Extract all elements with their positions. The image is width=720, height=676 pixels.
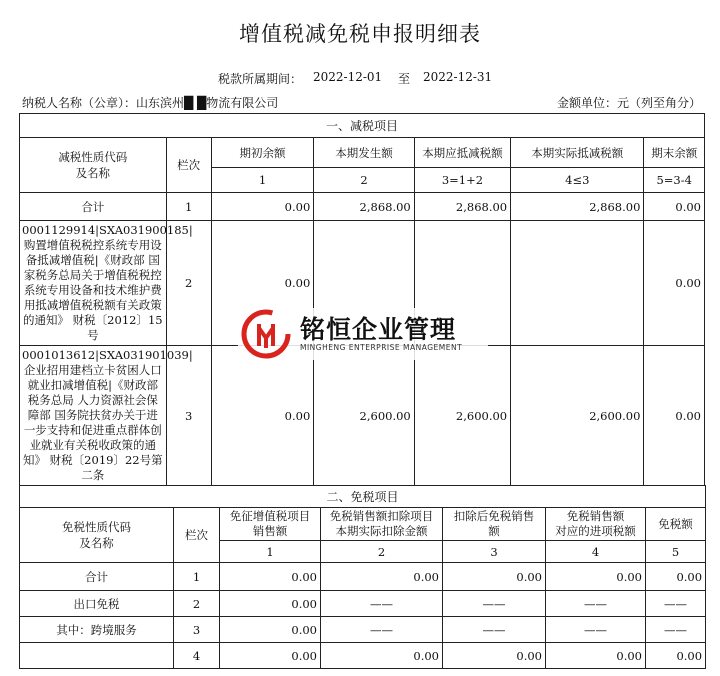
exemption-v1: 0.00	[220, 643, 321, 669]
reduction-header-code: 减税性质代码 及名称	[20, 138, 167, 193]
exemption-v4: 0.00	[546, 643, 646, 669]
watermark	[238, 308, 488, 360]
exemption-v1: 0.00	[220, 591, 321, 617]
reduction-actual: 2,600.00	[511, 346, 644, 486]
exemption-header-deduct: 免税销售额扣除项目 本期实际扣除金额	[321, 508, 443, 541]
exemption-v3: ——	[443, 591, 546, 617]
watermark-text: 铭恒企业管理	[300, 315, 457, 344]
reduction-header-closing: 期末余额	[644, 138, 705, 168]
exemption-v5: ——	[646, 617, 706, 643]
reduction-col-number: 1	[211, 168, 314, 193]
exemption-v4: ——	[546, 591, 646, 617]
reduction-current: 2,868.00	[314, 193, 414, 221]
exemption-header-sales: 免征增值税项目 销售额	[220, 508, 321, 541]
exemption-v5: ——	[646, 591, 706, 617]
reduction-col-number: 3=1+2	[414, 168, 510, 193]
reduction-closing: 0.00	[644, 346, 705, 486]
amount-unit: 金额单位：元（列至角分）	[557, 96, 702, 110]
reduction-section-title: 一、减税项目	[20, 114, 705, 138]
reduction-header-actual: 本期实际抵减税额	[511, 138, 644, 168]
reduction-should: 2,868.00	[414, 193, 510, 221]
watermark-logo-icon	[238, 308, 296, 360]
reduction-opening: 0.00	[211, 193, 314, 221]
exemption-v2: ——	[321, 617, 443, 643]
reduction-col-number: 2	[314, 168, 414, 193]
reduction-header-current: 本期发生额	[314, 138, 414, 168]
exemption-col-number: 3	[443, 541, 546, 563]
exemption-v2: 0.00	[321, 563, 443, 591]
reduction-closing: 0.00	[644, 193, 705, 221]
reduction-row-no: 2	[166, 221, 211, 346]
exemption-row-name: 出口免税	[20, 591, 174, 617]
taxpayer-name: 山东滨州█ █物流有限公司	[136, 96, 279, 110]
reduction-opening: 0.00	[211, 346, 314, 486]
exemption-header-code: 免税性质代码 及名称	[20, 508, 174, 563]
exemption-row-no: 1	[174, 563, 220, 591]
reduction-table	[19, 113, 705, 486]
exemption-table	[19, 485, 706, 669]
reduction-row-name: 0001129914|SXA031900185|购置增值税税控系统专用设备抵减增值税|《财政部 国家税务总局关于增值税税控系统专用设备和技术维护费用抵减增值税税额有关政策的通知》 财税〔2012〕15号	[20, 221, 167, 346]
exemption-v4: ——	[546, 617, 646, 643]
reduction-row-name: 0001013612|SXA031901039|企业招用建档立卡贫困人口就业扣减增值税|《财政部 税务总局 人力资源社会保障部 国务院扶贫办关于进一步支持和促进重点群体创业就业有关税收政策的通知》 财税〔2019〕22号第二条	[20, 346, 167, 486]
exemption-v2: 0.00	[321, 643, 443, 669]
reduction-actual	[511, 221, 644, 346]
exemption-row-no: 2	[174, 591, 220, 617]
exemption-v2: ——	[321, 591, 443, 617]
exemption-v1: 0.00	[220, 617, 321, 643]
reduction-col-number: 5=3-4	[644, 168, 705, 193]
exemption-header-row-no: 栏次	[174, 508, 220, 563]
exemption-col-number: 4	[546, 541, 646, 563]
exemption-v1: 0.00	[220, 563, 321, 591]
period-label: 税款所属期间：	[218, 72, 303, 86]
exemption-row-name: 其中：跨境服务	[20, 617, 174, 643]
reduction-row-no: 1	[166, 193, 211, 221]
exemption-col-number: 5	[646, 541, 706, 563]
exemption-v5: 0.00	[646, 643, 706, 669]
reduction-header-row-no: 栏次	[166, 138, 211, 193]
exemption-col-number: 2	[321, 541, 443, 563]
exemption-row-name: 合计	[20, 563, 174, 591]
exemption-row-name	[20, 643, 174, 669]
exemption-section-title: 二、免税项目	[20, 486, 706, 508]
exemption-header-after: 扣除后免税销售 额	[443, 508, 546, 541]
reduction-actual: 2,868.00	[511, 193, 644, 221]
reduction-should: 2,600.00	[414, 346, 510, 486]
reduction-header-should: 本期应抵减税额	[414, 138, 510, 168]
reduction-header-opening: 期初余额	[211, 138, 314, 168]
reduction-row-no: 3	[166, 346, 211, 486]
exemption-v4: 0.00	[546, 563, 646, 591]
period-end: 2022-12-31	[423, 70, 493, 84]
exemption-row-no: 3	[174, 617, 220, 643]
reduction-row-name: 合计	[20, 193, 167, 221]
reduction-closing: 0.00	[644, 221, 705, 346]
exemption-v5: 0.00	[646, 563, 706, 591]
taxpayer-label: 纳税人名称（公章）：	[22, 96, 137, 110]
exemption-v3: 0.00	[443, 643, 546, 669]
exemption-row-no: 4	[174, 643, 220, 669]
reduction-opening: 0.00	[211, 221, 314, 346]
period-start: 2022-12-01	[313, 70, 383, 84]
exemption-v3: ——	[443, 617, 546, 643]
reduction-current: 2,600.00	[314, 346, 414, 486]
watermark-subtext: MINGHENG ENTERPRISE MANAGEMENT	[300, 343, 463, 352]
reduction-col-number: 4≤3	[511, 168, 644, 193]
form-title: 增值税减免税申报明细表	[239, 22, 481, 46]
period-to: 至	[398, 72, 411, 86]
taxpayer-name-row	[22, 94, 278, 111]
exemption-header-input-tax: 免税销售额 对应的进项税额	[546, 508, 646, 541]
exemption-header-amount: 免税额	[646, 508, 706, 541]
exemption-v3: 0.00	[443, 563, 546, 591]
exemption-col-number: 1	[220, 541, 321, 563]
